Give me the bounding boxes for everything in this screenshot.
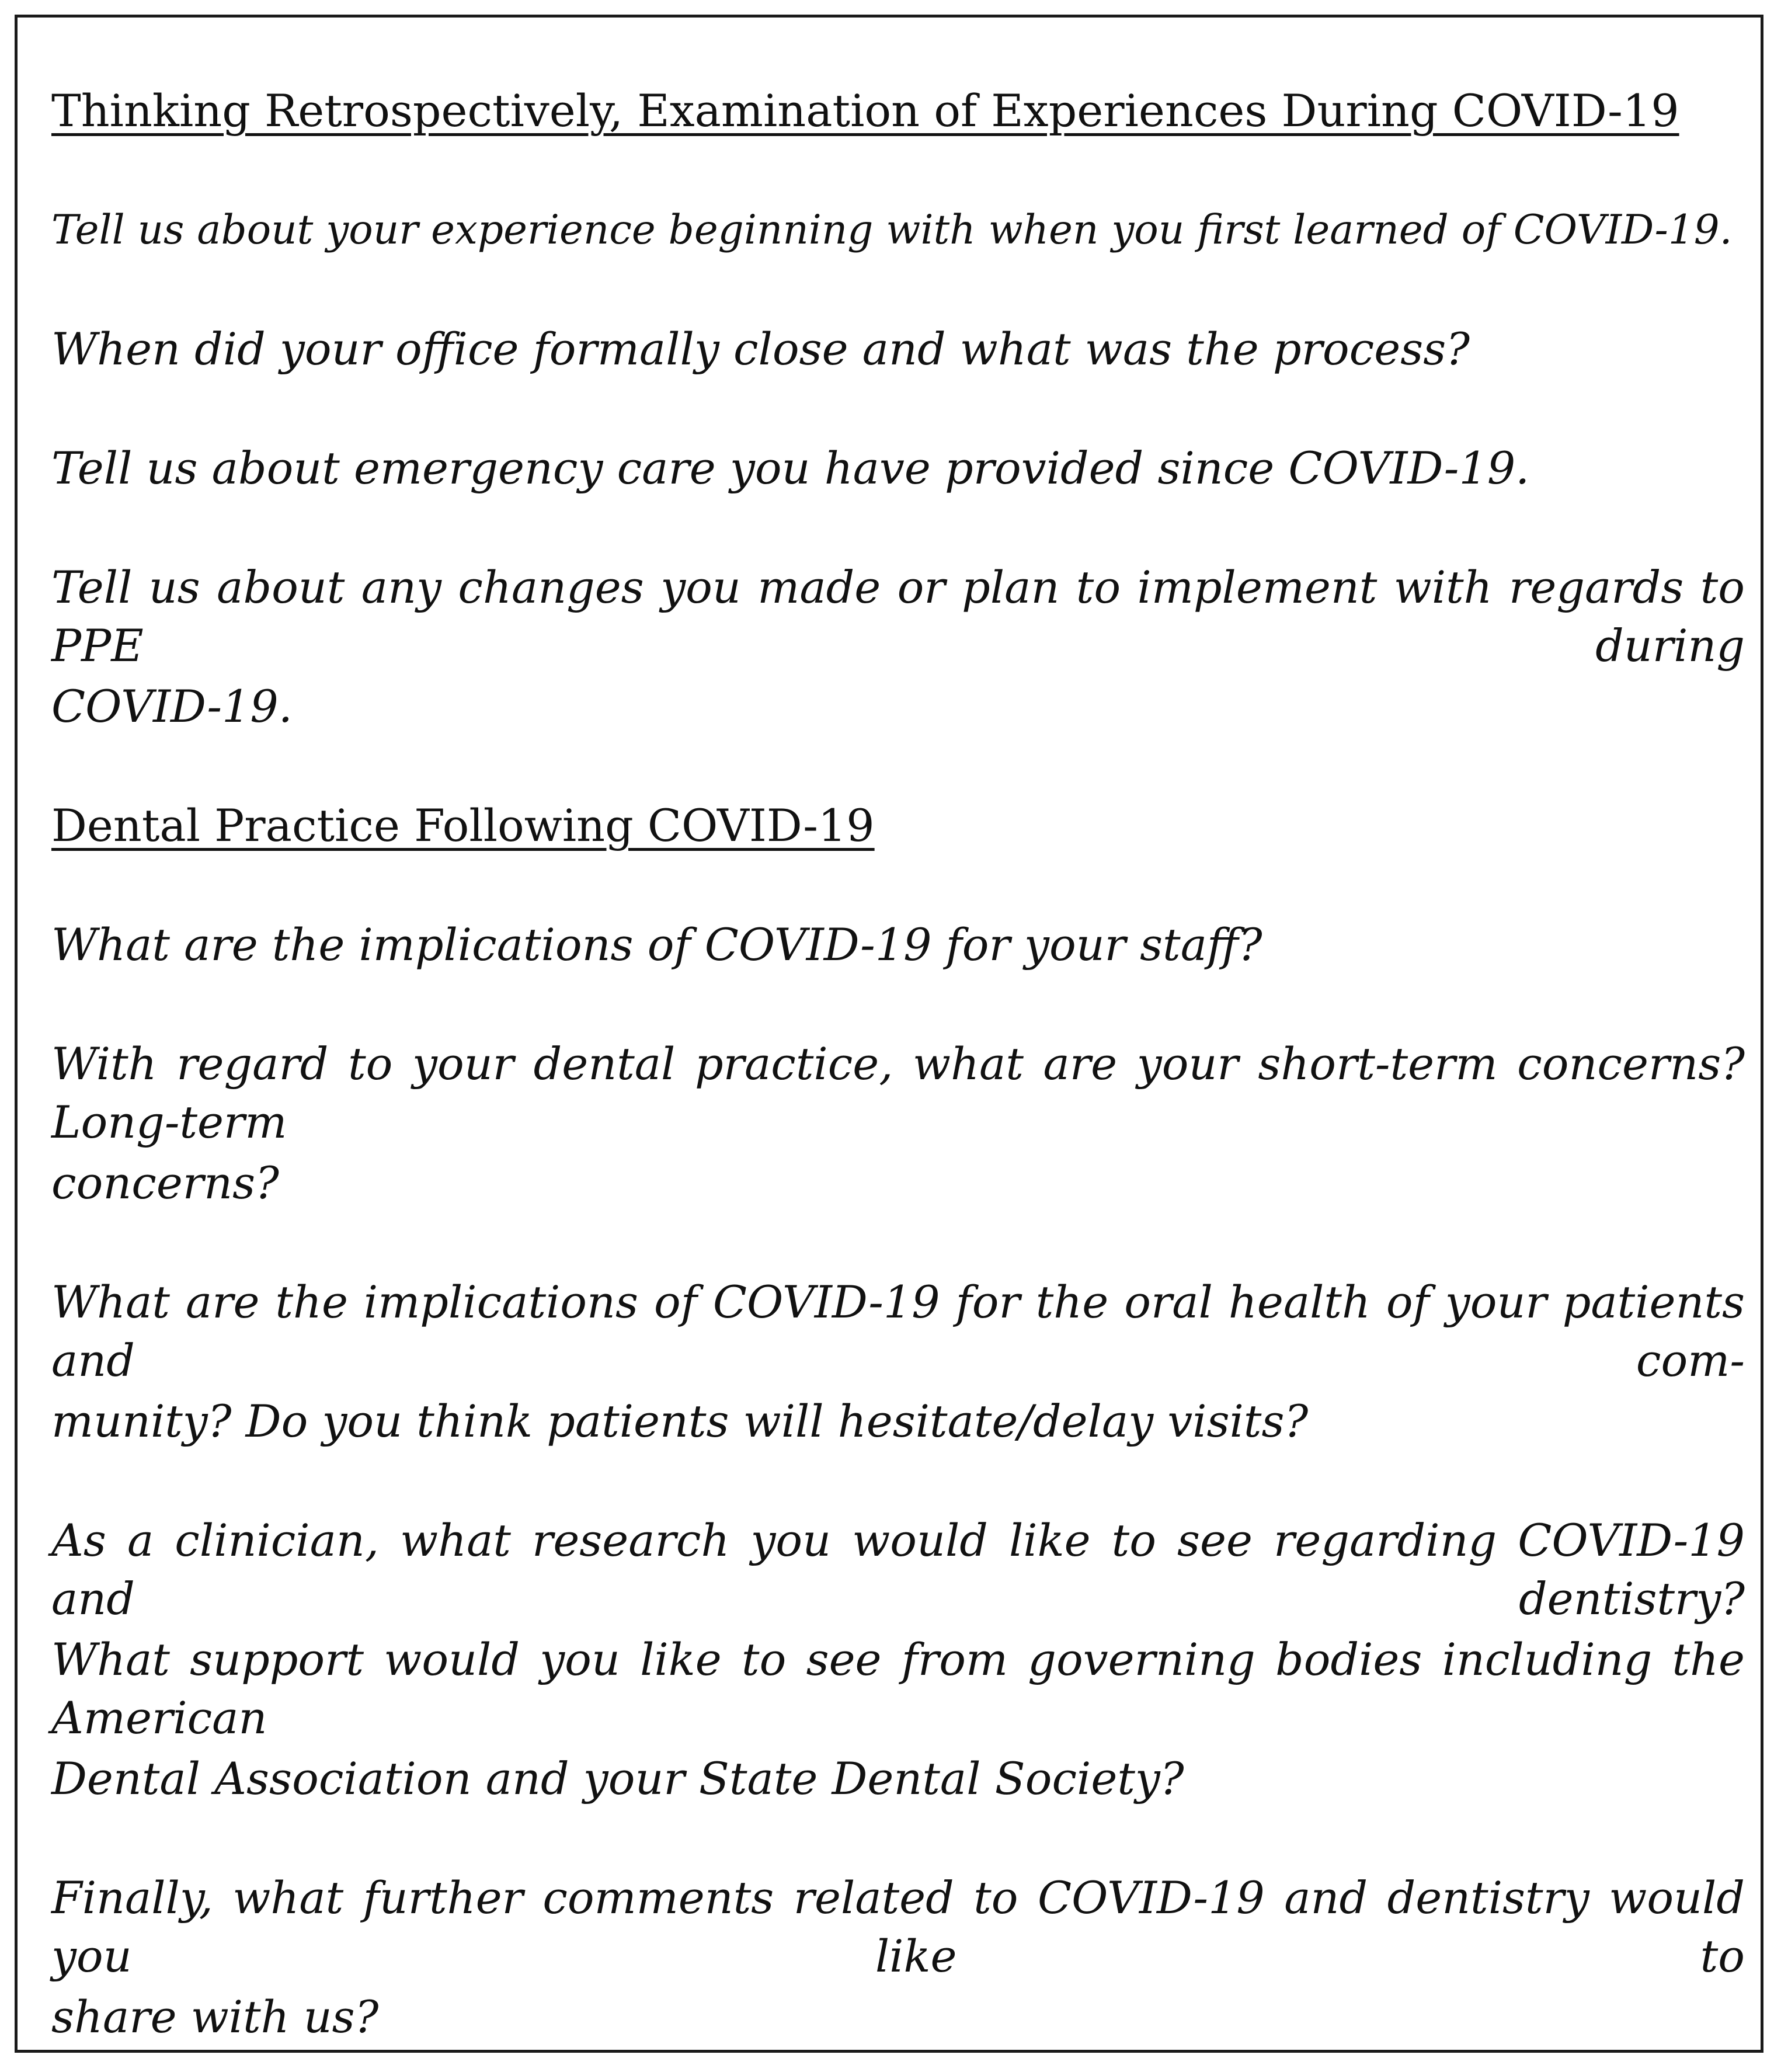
section-heading-retrospective: Thinking Retrospectively, Examination of Experiences During COVID-19: [51, 85, 1679, 137]
document-frame: [15, 15, 1763, 2053]
question-oral-health-cont: munity? Do you think patients will hesitate/delay visits?: [51, 1395, 1309, 1447]
question-ppe-changes: Tell us about any changes you made or plan to implement with regards to PPE during: [51, 561, 1745, 672]
question-support: What support would you like to see from governing bodies including the American: [51, 1633, 1745, 1744]
question-first-learned: Tell us about your experience beginning with when you first learned of COVID-19.: [51, 207, 1733, 253]
question-staff-implications: What are the implications of COVID-19 for your staff?: [51, 919, 1262, 971]
question-practice-concerns-cont: concerns?: [51, 1157, 279, 1209]
question-oral-health: What are the implications of COVID-19 for the oral health of your patients and com-: [51, 1276, 1745, 1386]
question-practice-concerns: With regard to your dental practice, what are your short-term concerns? Long-term: [51, 1038, 1745, 1148]
question-further-comments-cont: share with us?: [51, 1991, 379, 2043]
question-further-comments: Finally, what further comments related to COVID-19 and dentistry would you like to: [51, 1872, 1745, 1982]
question-research: As a clinician, what research you would like to see regarding COVID-19 and dentistry?: [51, 1514, 1745, 1625]
section-heading-following: Dental Practice Following COVID-19: [51, 799, 875, 851]
question-office-close: When did your office formally close and what was the process?: [51, 323, 1470, 375]
question-ppe-changes-cont: COVID-19.: [51, 680, 293, 732]
question-emergency-care: Tell us about emergency care you have provided since COVID-19.: [51, 442, 1530, 494]
question-support-cont: Dental Association and your State Dental Society?: [51, 1753, 1184, 1805]
